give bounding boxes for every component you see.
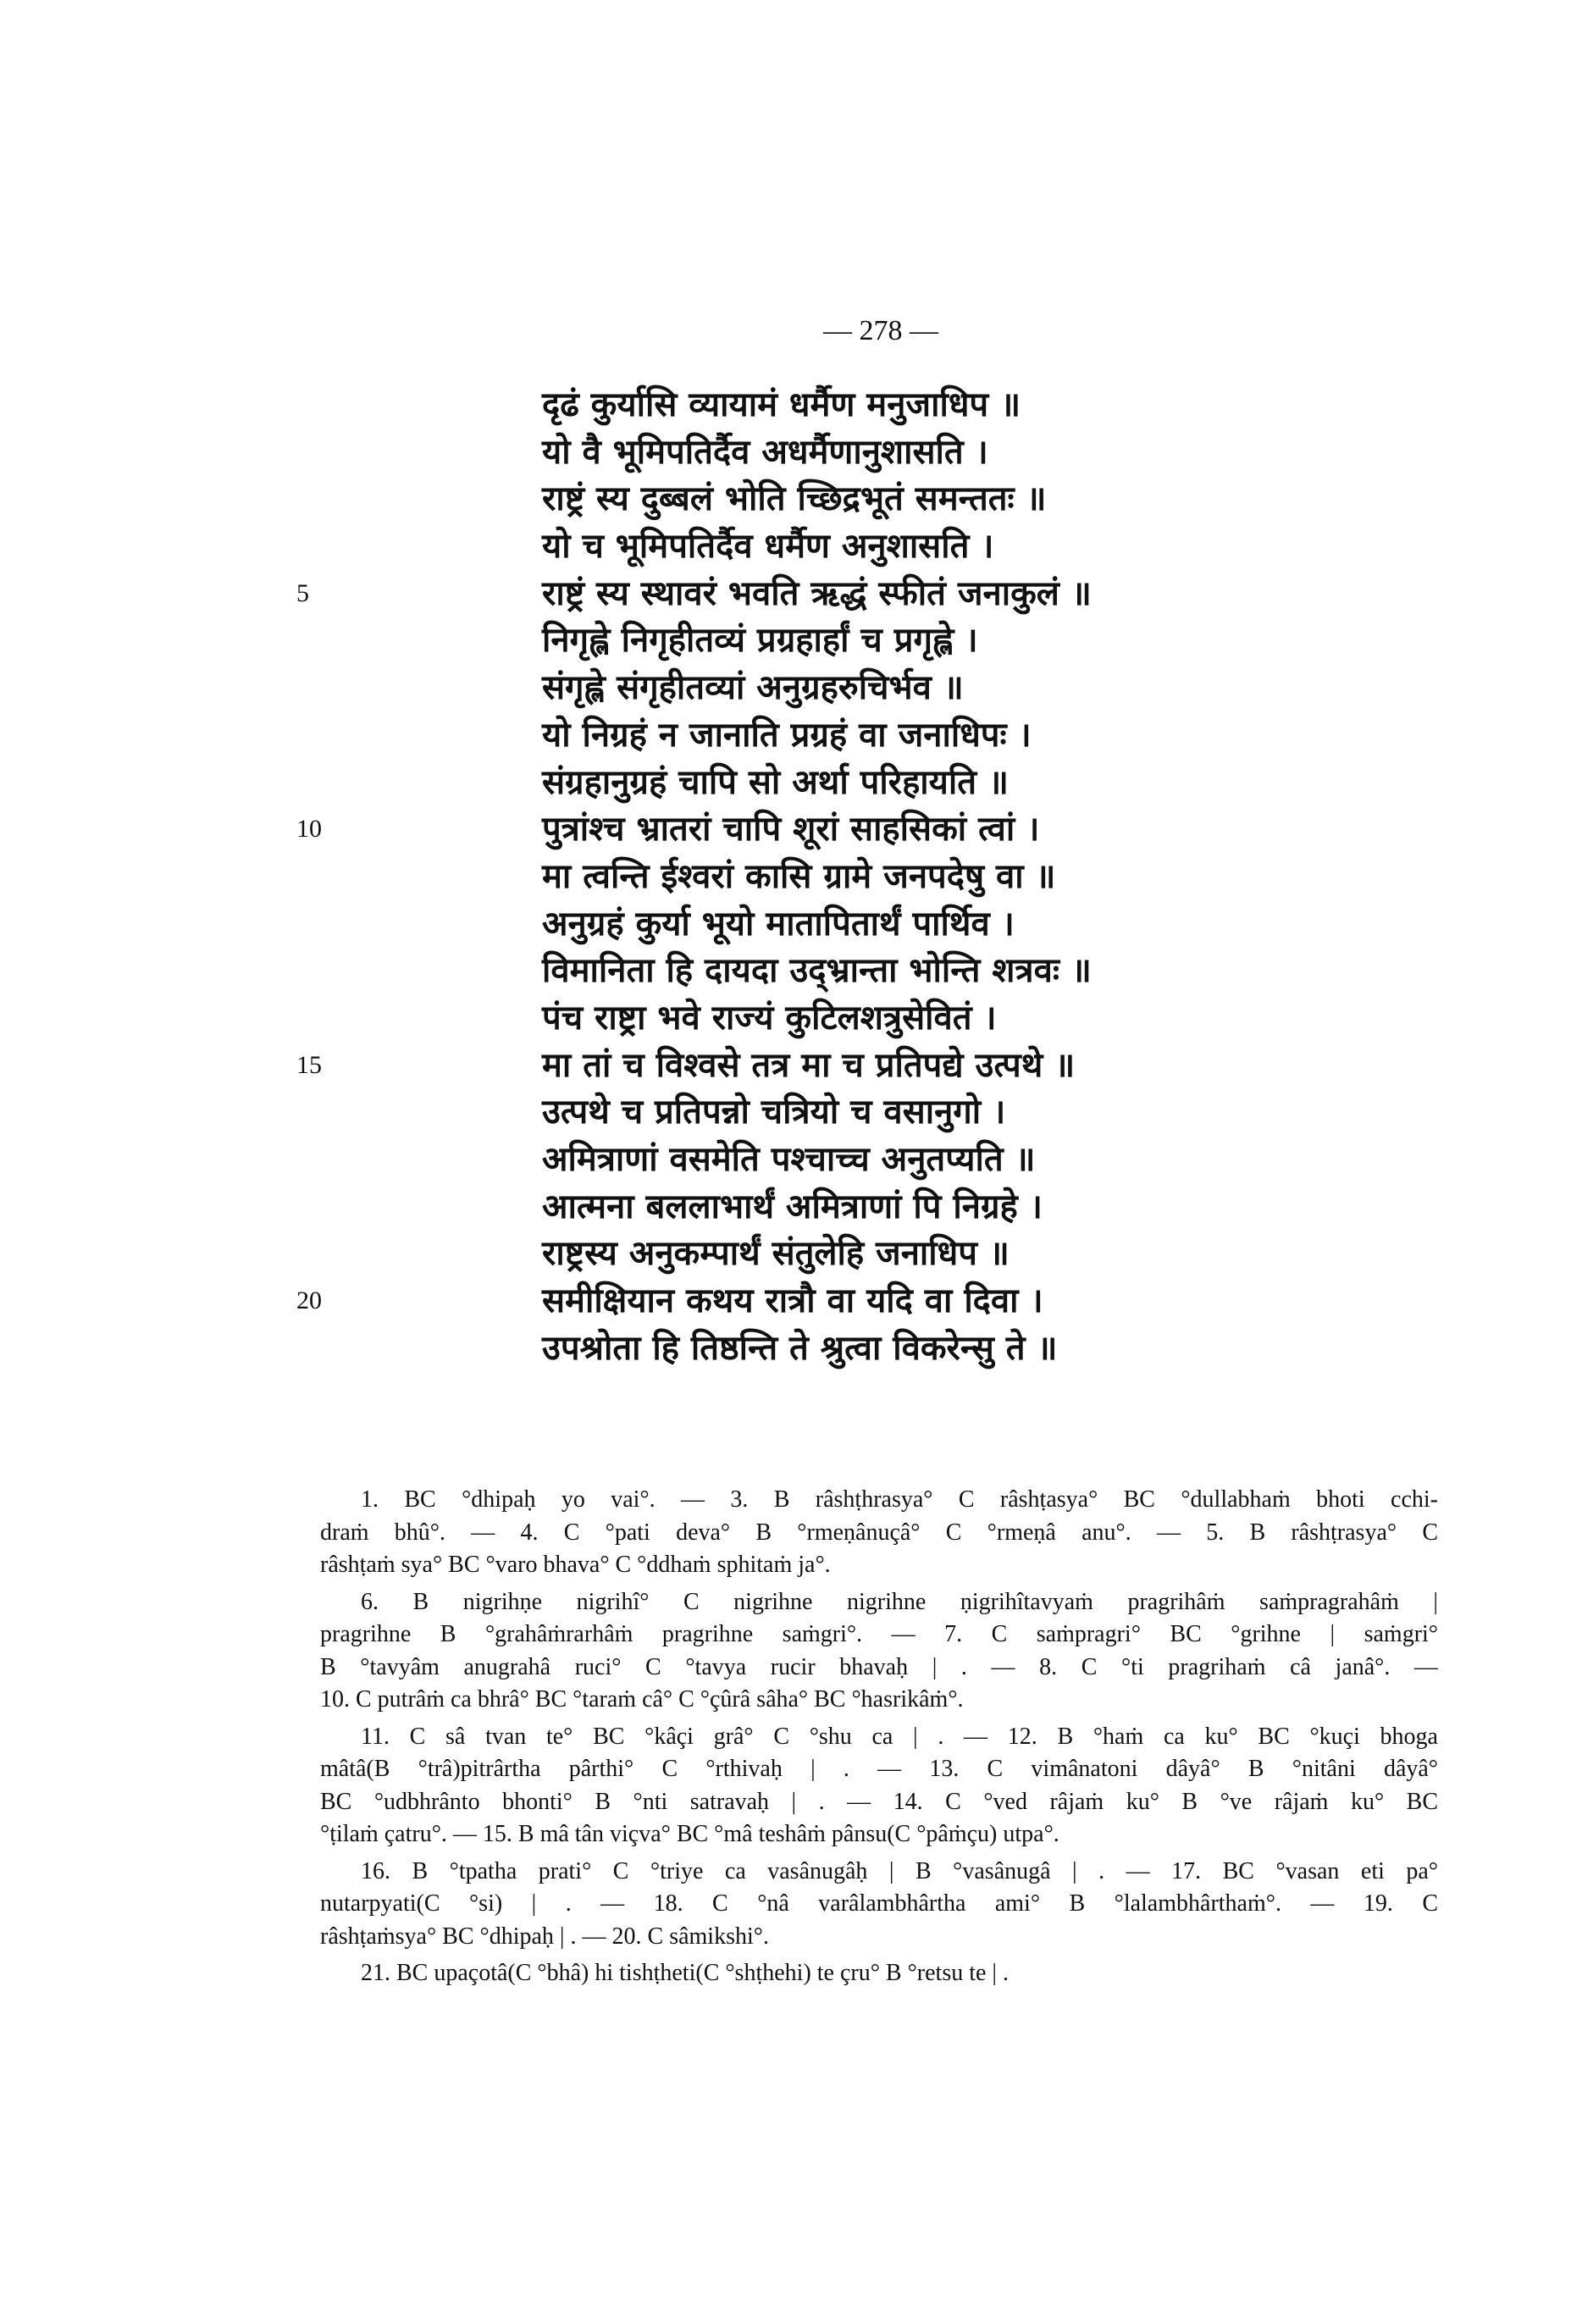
verse-text: अमित्राणां वसमेति पश्चाच्च अनुतप्यति ॥ [542, 1139, 1036, 1179]
verse-line [542, 853, 1304, 900]
verse-line [542, 617, 1304, 664]
verse-line [542, 664, 1304, 711]
footnote-paragraph [320, 1856, 1438, 1954]
verse-text: दृढं कुर्यासि व्यायामं धर्मैण मनुजाधिप ॥ [542, 385, 1021, 424]
verse-line [542, 900, 1304, 948]
verse-line [542, 1230, 1304, 1277]
verse-text: यो च भूमिपतिर्दैव धर्मैण अनुशासति । [542, 526, 994, 567]
footnote-paragraph [320, 1957, 1438, 1990]
line-number: 15 [296, 1050, 322, 1079]
verse-line [542, 523, 1304, 570]
footnote-line: 1. BC °dhipaḥ yo vai°. — 3. B râshṭhrasya° C râshṭasya° BC °dullabhaṁ bhoti cchi- [361, 1486, 1438, 1513]
footnote-paragraph [320, 1721, 1438, 1851]
footnote-line: 11. C sâ tvan te° BC °kâçi grâ° C °shu ca | . — 12. B °haṁ ca ku° BC °kuçi bhoga [361, 1723, 1438, 1750]
verse-text: राष्ट्रस्य अनुकम्पार्थं संतुलेहि जनाधिप ॥ [542, 1233, 1010, 1274]
footnote-line: râshṭaṁ sya° BC °varo bhava° C °ddhaṁ sphitaṁ ja°. [320, 1552, 831, 1578]
page-number: — 278 — [823, 315, 938, 346]
footnote-paragraph [320, 1586, 1438, 1717]
footnote-line: 16. B °tpatha prati° C °triye ca vasânugâḥ | B °vasânugâ | . — 17. BC °vasan eti pa° [361, 1857, 1438, 1884]
footnote-line: nutarpyati(C °si) | . — 18. C °nâ varâlambhârtha ami° B °lalambhârthaṁ°. — 19. C [320, 1890, 1438, 1917]
line-number: 20 [296, 1286, 322, 1315]
footnote-line: draṁ bhû°. — 4. C °pati deva° B °rmeṇânuçâ° C °rmeṇâ anu°. — 5. B râshṭrasya° C [320, 1519, 1438, 1546]
verse-text: राष्ट्रं स्य स्थावरं भवति ऋद्धं स्फीतं जनाकुलं ॥ [542, 573, 1092, 613]
footnote-line: mâtâ(B °trâ)pitrârtha pârthi° C °rthivaḥ | . — 13. C vimânatoni dâyâ° B °nitâni dâyâ° [320, 1756, 1438, 1782]
footnotes [320, 1484, 1438, 1995]
verse-line [542, 1325, 1304, 1372]
verse-text: विमानिता हि दायदा उद्भ्रान्ता भोन्ति शत्रवः ॥ [542, 950, 1092, 991]
verse-line [542, 947, 1304, 994]
verse-text: यो निग्रहं न जानाति प्रग्रहं वा जनाधिपः । [542, 714, 1032, 755]
verse-text: मा तां च विश्वसे तत्र मा च प्रतिपद्ये उत्पथे ॥ [542, 1044, 1076, 1085]
verse-line [296, 570, 1304, 617]
verse-text: उपश्रोता हि तिष्ठन्ति ते श्रुत्वा विकरेन्सु ते ॥ [542, 1327, 1058, 1368]
verse-line [542, 1088, 1304, 1136]
verse-line [542, 759, 1304, 806]
verse-text: उत्पथे च प्रतिपन्नो चत्रियो च वसानुगो । [542, 1092, 1006, 1132]
verse-text: समीक्षियान कथय रात्रौ वा यदि वा दिवा । [542, 1281, 1043, 1321]
footnote-line: râshṭaṁsya° BC °dhipaḥ | . — 20. C sâmikshi°. [320, 1923, 769, 1950]
verse-line [296, 1042, 1304, 1089]
line-number: 5 [296, 578, 309, 607]
verse-line [542, 1183, 1304, 1231]
footnote-paragraph [320, 1484, 1438, 1582]
verse-text: संगृह्ले संगृहीतव्यां अनुग्रहरुचिर्भव ॥ [542, 667, 964, 708]
verse-text: राष्ट्रं स्य दुब्बलं भोति च्छिद्रभूतं समन्ततः ॥ [542, 479, 1047, 519]
verse-text: मा त्वन्ति ईश्वरां कासि ग्रामे जनपदेषु वा ॥ [542, 855, 1056, 896]
verse-line [296, 1277, 1304, 1325]
verse-text: पुत्रांश्च भ्रातरां चापि शूरां साहसिकां त्वां । [542, 809, 1040, 849]
verse-text: अनुग्रहं कुर्या भूयो मातापितार्थं पार्थिव । [542, 903, 1015, 943]
verse-line [542, 429, 1304, 476]
verse-text: पंच राष्ट्रा भवे राज्यं कुटिलशत्रुसेवितं । [542, 997, 997, 1038]
footnote-line: 21. BC upaçotâ(C °bhâ) hi tishṭheti(C °shṭhehi) te çru° B °retsu te | . [361, 1960, 1010, 1986]
verse-text: यो वै भूमिपतिर्दैव अधर्मैणानुशासति । [542, 431, 988, 472]
verse-text: निगृह्ले निगृहीतव्यं प्रग्रहार्हां च प्रगृह्ले । [542, 620, 978, 661]
verse-line [296, 805, 1304, 853]
footnote-line: °ṭilaṁ çatru°. — 15. B mâ tân viçva° BC °mâ teshâṁ pânsu(C °pâṁçu) utpa°. [320, 1821, 1059, 1847]
verse-line [542, 994, 1304, 1042]
line-number: 10 [296, 815, 322, 844]
verse-line [542, 711, 1304, 759]
verse-text: संग्रहानुग्रहं चापि सो अर्था परिहायति ॥ [542, 761, 1009, 802]
verse-block [296, 381, 1304, 1371]
verse-text: आत्मना बललाभार्थं अमित्राणां पि निग्रहे । [542, 1186, 1043, 1226]
footnote-line: BC °udbhrânto bhonti° B °nti satravaḥ | . — 14. C °ved râjaṁ ku° B °ve râjaṁ ku° BC [320, 1788, 1438, 1815]
verse-line [542, 475, 1304, 523]
verse-line [542, 1136, 1304, 1183]
verse-line [542, 381, 1304, 429]
footnote-line: B °tavyâm anugrahâ ruci° C °tavya rucir bhavaḥ | . — 8. C °ti pragrihaṁ câ janâ°. — [320, 1653, 1438, 1680]
footnote-line: 10. C putrâṁ ca bhrâ° BC °taraṁ câ° C °çûrâ sâha° BC °hasrikâṁ°. [320, 1686, 964, 1713]
footnote-line: pragrihne B °grahâṁrarhâṁ pragrihne saṁgri°. — 7. C saṁpragri° BC °grihne | saṁgri° [320, 1621, 1438, 1647]
footnote-line: 6. B nigrihṇe nigrihî° C nigrihne nigrihne ṇigrihîtavyaṁ pragrihâṁ saṁpragrahâṁ | [361, 1588, 1438, 1615]
